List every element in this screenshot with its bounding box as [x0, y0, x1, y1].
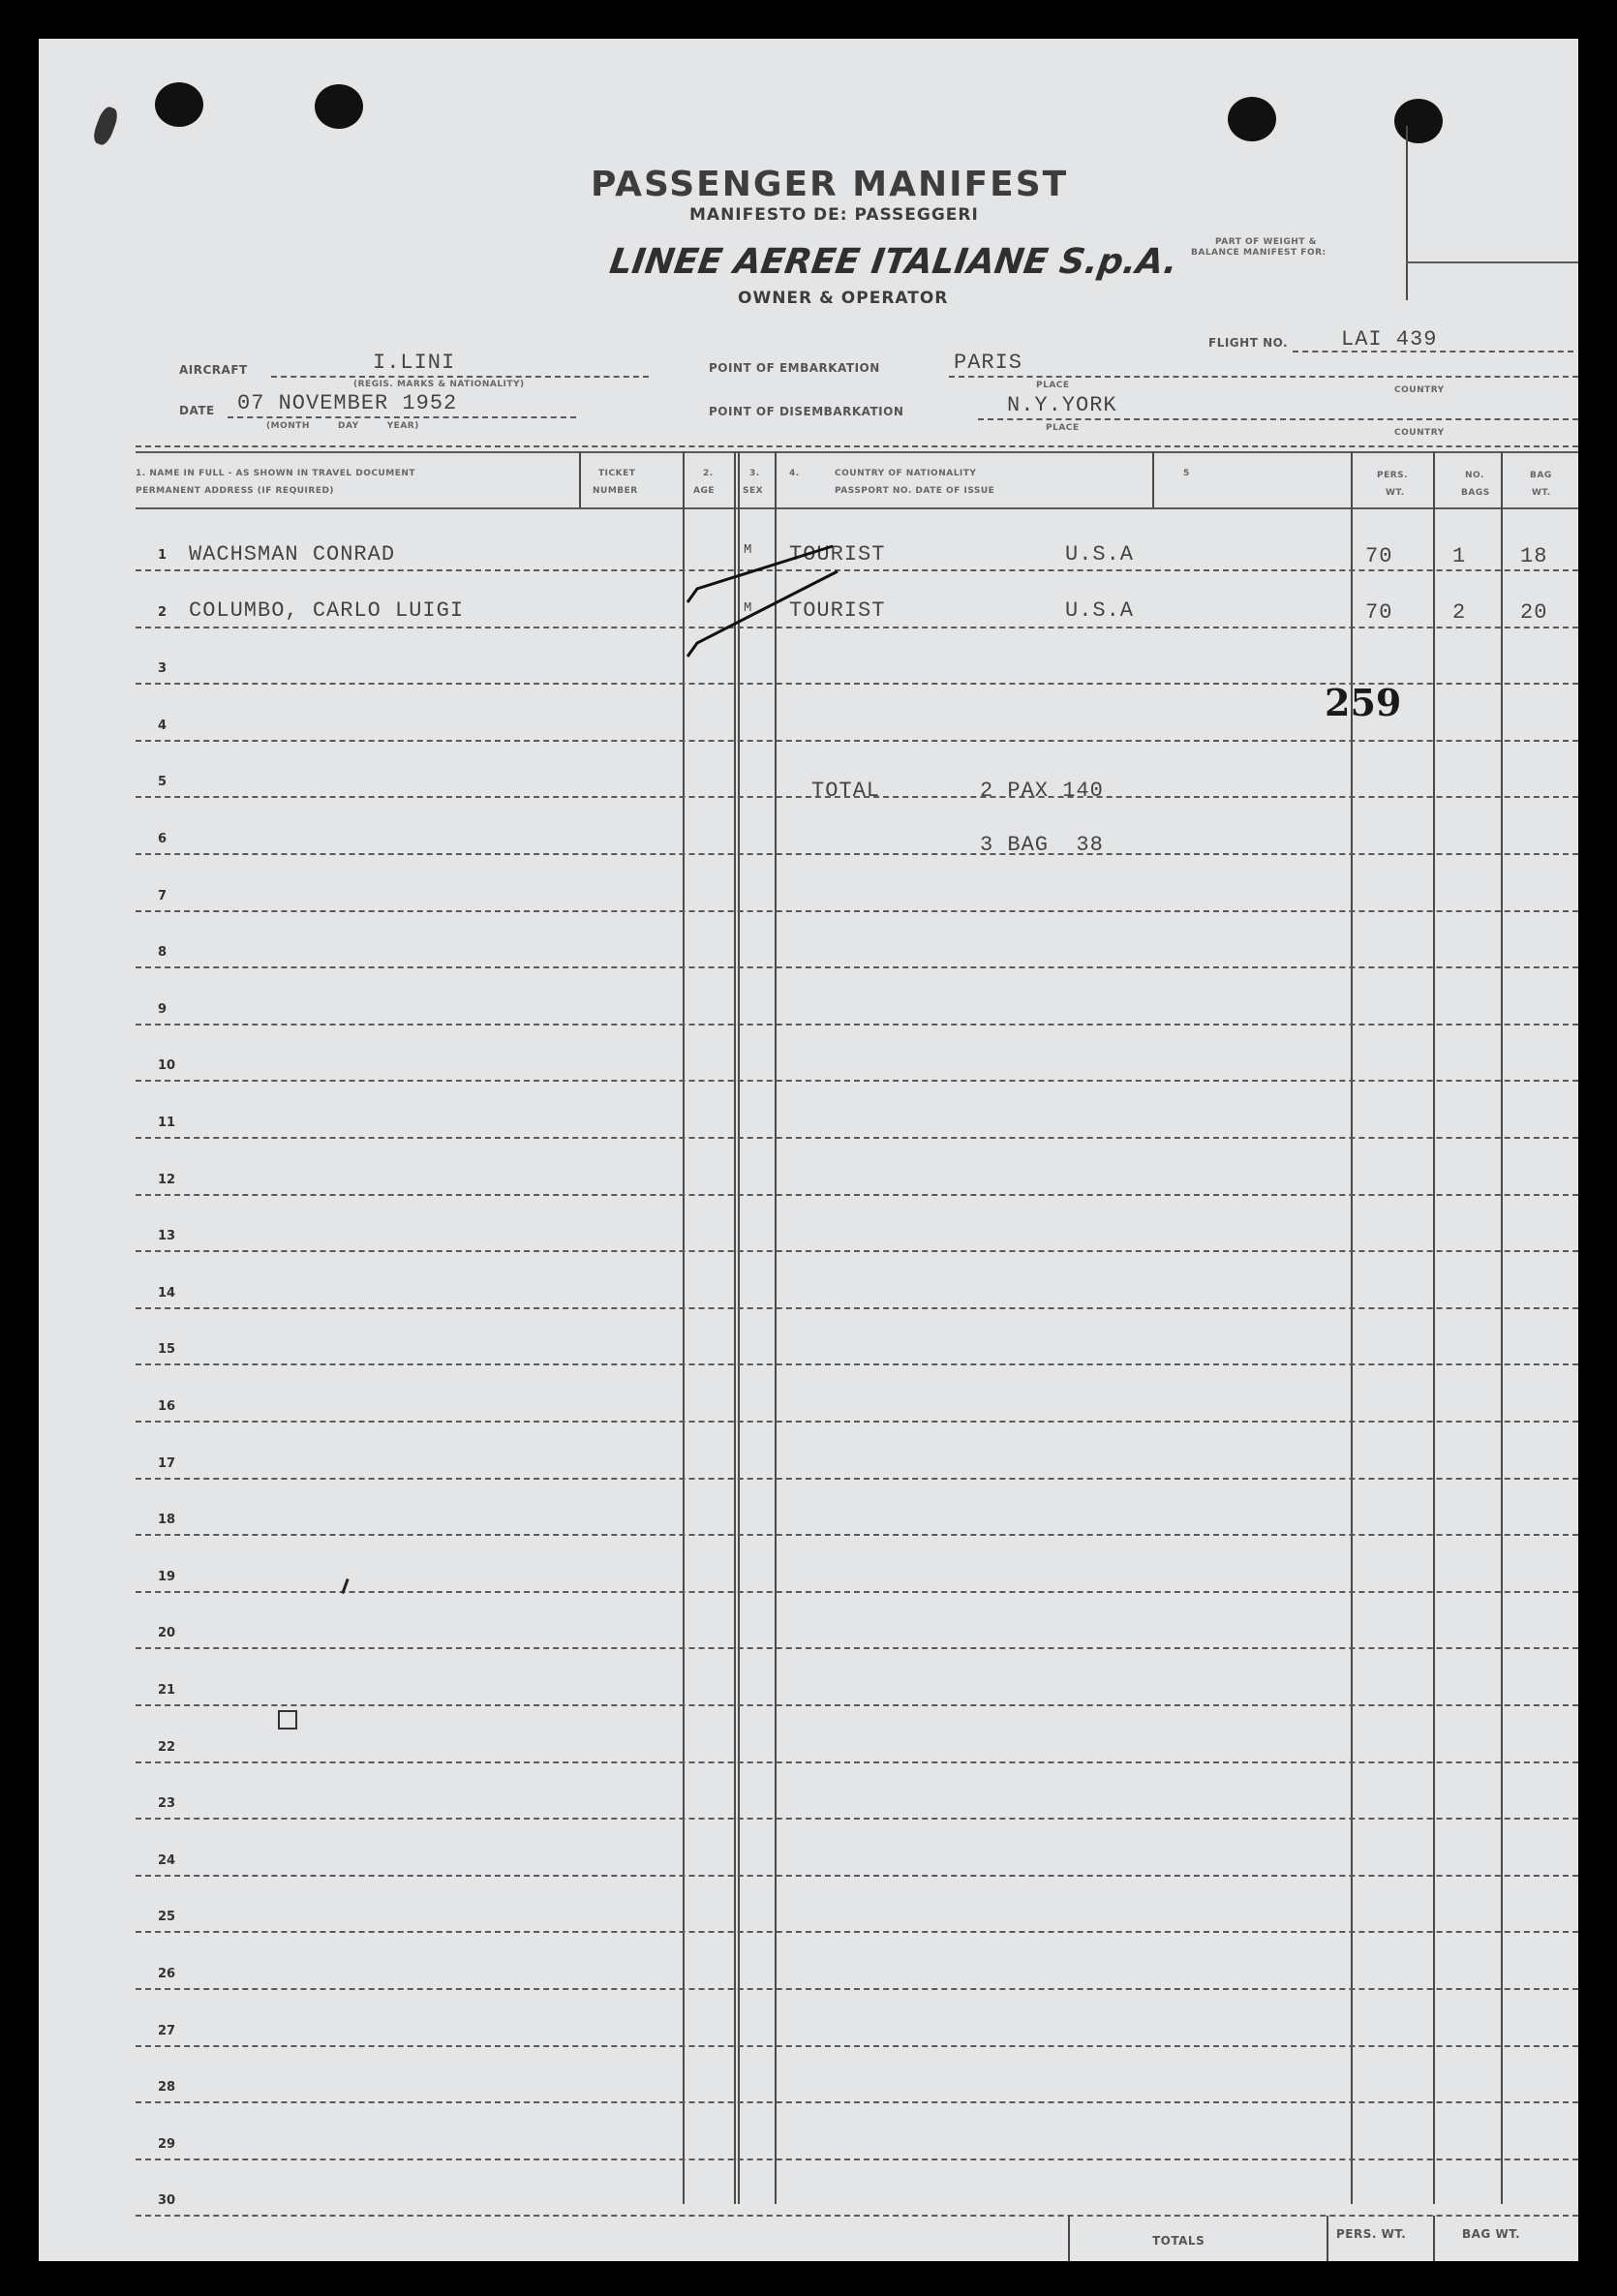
row-line-11 [136, 1137, 1578, 1139]
row-number-7: 7 [158, 889, 168, 903]
row-line-18 [136, 1534, 1578, 1536]
row-2-nationality: U.S.A [1065, 598, 1135, 623]
col-nationality-header-1: COUNTRY OF NATIONALITY [835, 469, 977, 478]
row-line-25 [136, 1931, 1578, 1933]
row-line-8 [136, 966, 1578, 968]
col-ticket-header-2: NUMBER [593, 486, 638, 496]
footer-divider-3 [1433, 2216, 1435, 2261]
row-2-sex: M [744, 600, 753, 616]
row-number-25: 25 [158, 1910, 176, 1924]
embarkation-place-label: PLACE [1036, 381, 1070, 390]
aircraft-label: AIRCRAFT [179, 363, 248, 377]
row-number-5: 5 [158, 775, 168, 789]
row-line-17 [136, 1478, 1578, 1480]
row-number-22: 22 [158, 1740, 176, 1755]
col-age-header-1: 2. [703, 469, 714, 478]
col-bags-header-2: BAGS [1461, 488, 1490, 498]
row-number-17: 17 [158, 1456, 176, 1471]
disembarkation-value: N.Y.YORK [1007, 393, 1117, 417]
row-line-16 [136, 1421, 1578, 1423]
col-name-header-1: 1. NAME IN FULL - AS SHOWN IN TRAVEL DOCUMENT [136, 469, 416, 478]
row-1-bags: 1 [1452, 544, 1467, 568]
row-number-29: 29 [158, 2137, 176, 2152]
flight-no-value: LAI 439 [1341, 327, 1438, 352]
aircraft-underline [271, 376, 649, 378]
embarkation-label: POINT OF EMBARKATION [709, 361, 880, 375]
row-number-4: 4 [158, 719, 168, 733]
row-line-15 [136, 1363, 1578, 1365]
footer-totals-label: TOTALS [1152, 2234, 1205, 2248]
col-5-header: 5 [1183, 469, 1190, 478]
row-number-23: 23 [158, 1796, 176, 1811]
row-line-14 [136, 1307, 1578, 1309]
date-sub-label: (MONTH DAY YEAR) [266, 421, 419, 431]
row-number-11: 11 [158, 1116, 176, 1130]
flight-no-underline [1293, 351, 1573, 352]
col-divider-nationality [775, 451, 777, 2204]
table-top-border-solid [136, 451, 1578, 453]
disembarkation-label: POINT OF DISEMBARKATION [709, 405, 904, 418]
stray-mark-2 [278, 1710, 297, 1730]
row-line-4 [136, 740, 1578, 742]
row-number-8: 8 [158, 945, 168, 960]
col-bags-header-1: NO. [1465, 471, 1484, 480]
col-bag-wt-header-1: BAG [1530, 471, 1552, 480]
row-number-26: 26 [158, 1967, 176, 1981]
row-number-27: 27 [158, 2024, 176, 2038]
disembarkation-country-label: COUNTRY [1394, 428, 1445, 438]
disembarkation-place-label: PLACE [1046, 423, 1080, 433]
page-title: PASSENGER MANIFEST [591, 165, 1069, 204]
col-nationality-header-2: PASSPORT NO. DATE OF ISSUE [835, 486, 995, 496]
col-sex-header-2: SEX [743, 486, 764, 496]
stamp-number: 259 [1325, 681, 1402, 724]
row-1-sex: M [744, 542, 753, 558]
aircraft-sub-label: (REGIS. MARKS & NATIONALITY) [353, 380, 525, 389]
table-header-bottom-border [136, 507, 1578, 509]
footer-bag-wt-label: BAG WT. [1462, 2227, 1521, 2241]
table-top-border [136, 445, 1578, 447]
row-line-23 [136, 1818, 1578, 1820]
row-number-20: 20 [158, 1626, 176, 1640]
row-line-19 [136, 1591, 1578, 1593]
airline-name: LINEE AEREE ITALIANE S.p.A. [607, 242, 1180, 282]
row-number-14: 14 [158, 1286, 176, 1301]
row-line-1 [136, 569, 1578, 571]
row-1-pers-wt: 70 [1365, 544, 1393, 568]
weight-balance-bracket-v [1406, 126, 1408, 300]
row-number-1: 1 [158, 548, 168, 563]
disembarkation-underline [978, 418, 1578, 420]
weight-balance-note-1: PART OF WEIGHT & [1215, 237, 1317, 247]
row-line-20 [136, 1647, 1578, 1649]
col-divider-ticket [579, 451, 581, 507]
col-divider-bags [1433, 451, 1435, 2204]
check-mark-1 [687, 546, 833, 602]
row-number-3: 3 [158, 661, 168, 676]
col-bag-wt-header-2: WT. [1532, 488, 1551, 498]
footer-pers-wt-label: PERS. WT. [1336, 2227, 1407, 2241]
row-1-name: WACHSMAN CONRAD [189, 542, 396, 566]
row-line-28 [136, 2101, 1578, 2103]
footer-divider-2 [1327, 2216, 1328, 2261]
col-name-header-2: PERMANENT ADDRESS (IF REQUIRED) [136, 486, 335, 496]
row-number-13: 13 [158, 1229, 176, 1243]
row-line-22 [136, 1761, 1578, 1763]
row-number-28: 28 [158, 2080, 176, 2095]
row-number-18: 18 [158, 1513, 176, 1527]
row-line-21 [136, 1704, 1578, 1706]
summary-pax-line: 2 PAX 140 [980, 779, 1104, 803]
row-number-10: 10 [158, 1058, 176, 1073]
col-age-header-2: AGE [693, 486, 716, 496]
punch-hole-1 [155, 82, 203, 127]
row-1-class: TOURIST [789, 542, 886, 566]
row-line-30 [136, 2215, 1578, 2217]
weight-balance-bracket-h [1406, 261, 1578, 263]
row-line-9 [136, 1024, 1578, 1026]
row-line-2 [136, 627, 1578, 628]
punch-hole-2 [315, 84, 363, 129]
date-value: 07 NOVEMBER 1952 [237, 391, 458, 415]
row-line-6 [136, 853, 1578, 855]
row-line-7 [136, 910, 1578, 912]
row-number-19: 19 [158, 1570, 176, 1584]
row-2-bags: 2 [1452, 600, 1467, 625]
row-number-9: 9 [158, 1002, 168, 1017]
row-number-15: 15 [158, 1342, 176, 1357]
col-divider-bag-wt [1501, 451, 1503, 2204]
row-2-pers-wt: 70 [1365, 600, 1393, 625]
manifest-sheet [39, 39, 1578, 2261]
row-number-16: 16 [158, 1399, 176, 1414]
embarkation-country-label: COUNTRY [1394, 385, 1445, 395]
col-divider-5 [1152, 451, 1154, 507]
summary-bag-line: 3 BAG 38 [980, 833, 1104, 857]
row-number-30: 30 [158, 2193, 176, 2208]
row-number-24: 24 [158, 1853, 176, 1868]
row-2-bag-wt: 20 [1520, 600, 1548, 625]
embarkation-value: PARIS [954, 351, 1023, 375]
col-pers-wt-header-2: WT. [1386, 488, 1405, 498]
owner-operator-label: OWNER & OPERATOR [738, 289, 949, 308]
row-2-name: COLUMBO, CARLO LUIGI [189, 598, 465, 623]
row-number-12: 12 [158, 1173, 176, 1187]
row-number-21: 21 [158, 1683, 176, 1698]
row-line-10 [136, 1080, 1578, 1082]
row-1-nationality: U.S.A [1065, 542, 1135, 566]
ink-smudge [91, 105, 121, 147]
col-nationality-num: 4. [789, 469, 800, 478]
row-line-29 [136, 2158, 1578, 2160]
row-line-26 [136, 1988, 1578, 1990]
row-line-27 [136, 2045, 1578, 2047]
aircraft-value: I.LINI [373, 351, 456, 375]
col-divider-sex [734, 451, 736, 2204]
summary-total-label: TOTAL [811, 779, 881, 803]
row-1-bag-wt: 18 [1520, 544, 1548, 568]
footer-divider-1 [1068, 2216, 1070, 2261]
row-number-2: 2 [158, 605, 168, 620]
flight-no-label: FLIGHT NO. [1208, 336, 1289, 350]
row-line-12 [136, 1194, 1578, 1196]
check-marks [658, 542, 852, 658]
col-sex-header-1: 3. [749, 469, 760, 478]
punch-hole-3 [1228, 97, 1276, 141]
date-underline [228, 416, 576, 418]
punch-hole-4 [1394, 99, 1443, 143]
col-divider-age [683, 451, 685, 2204]
weight-balance-note-2: BALANCE MANIFEST FOR: [1191, 248, 1327, 258]
date-label: DATE [179, 404, 215, 417]
col-divider-sex-2 [738, 451, 740, 2204]
page-subtitle: MANIFESTO DE: PASSEGGERI [689, 205, 979, 225]
row-line-13 [136, 1250, 1578, 1252]
col-pers-wt-header-1: PERS. [1377, 471, 1409, 480]
row-number-6: 6 [158, 832, 168, 846]
row-line-24 [136, 1875, 1578, 1877]
col-ticket-header-1: TICKET [598, 469, 636, 478]
embarkation-underline [949, 376, 1578, 378]
row-2-class: TOURIST [789, 598, 886, 623]
